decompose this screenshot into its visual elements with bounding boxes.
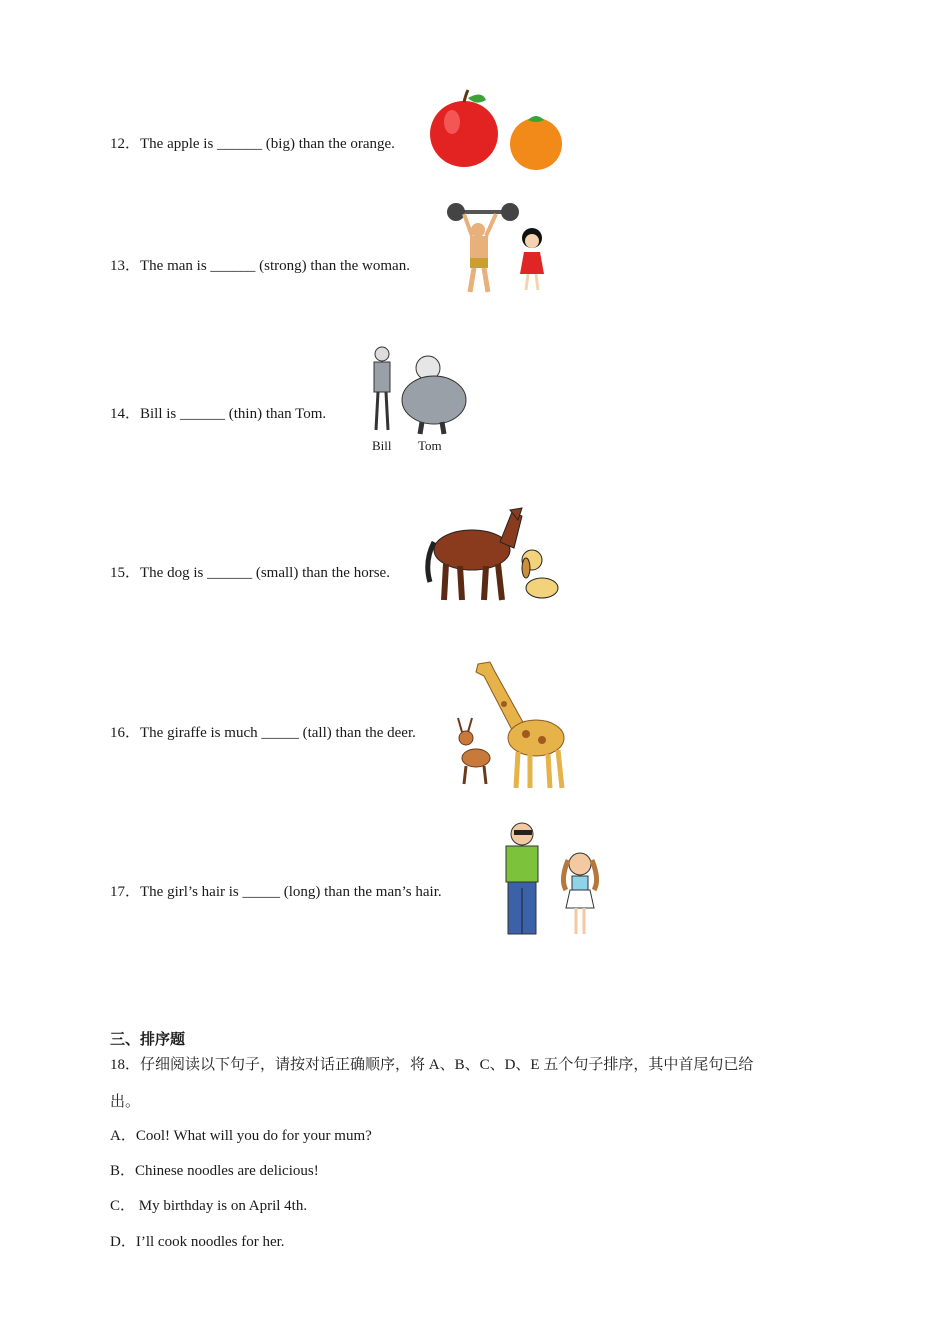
apple-icon [430, 101, 498, 167]
question-12: 12．The apple is ______ (big) than the orange. [110, 136, 395, 152]
dog-icon [526, 578, 558, 598]
strongman-woman-picture [446, 198, 556, 298]
instruction-line-2: 出。 [110, 1094, 141, 1110]
question-15: 15．The dog is ______ (small) than the horse. [110, 565, 390, 581]
question-13: 13．The man is ______ (strong) than the woman. [110, 258, 410, 274]
giraffe-icon [476, 662, 524, 730]
girl-icon [569, 853, 591, 875]
horse-dog-picture [424, 502, 574, 606]
option-a: A．Cool! What will you do for your mum? [110, 1128, 372, 1144]
question-17: 17．The girl’s hair is _____ (long) than the man’s hair. [110, 884, 442, 900]
instruction-line-1: 18．仔细阅读以下句子，请按对话正确顺序，将 A、B、C、D、E 五个句子排序，其中首尾句已给 [110, 1057, 754, 1073]
section-title: 三、排序题 [110, 1032, 186, 1048]
apple-orange-picture [428, 88, 564, 174]
option-b: B．Chinese noodles are delicious! [110, 1163, 319, 1179]
option-d: D．I’ll cook noodles for her. [110, 1234, 285, 1250]
man-girl-picture [496, 816, 612, 942]
bill-label: Bill [372, 438, 392, 453]
question-14: 14．Bill is ______ (thin) than Tom. [110, 406, 327, 422]
tom-label: Tom [418, 438, 442, 453]
giraffe-deer-picture [454, 654, 574, 790]
bill-tom-picture [362, 344, 472, 440]
option-c: C． My birthday is on April 4th. [110, 1198, 308, 1214]
question-16: 16．The giraffe is much _____ (tall) than the deer. [110, 725, 416, 741]
deer-icon [462, 749, 490, 767]
orange-icon [510, 118, 562, 170]
